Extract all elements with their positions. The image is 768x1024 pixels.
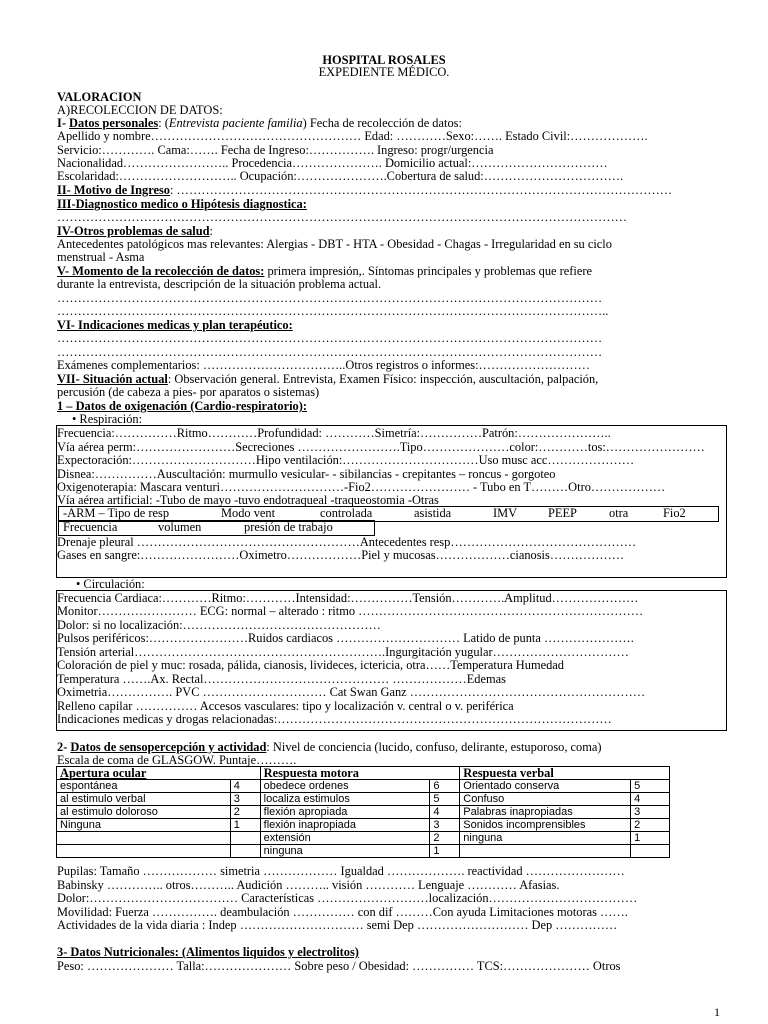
arm-modo: Modo vent: [221, 506, 276, 520]
personal-line-4: Escolaridad:……………………….. Ocupación:………………….Cobertura de salud:…………………………….: [57, 169, 624, 183]
recoleccion-heading: A)RECOLECCION DE DATOS:: [57, 103, 223, 117]
freq-frecuencia: Frecuencia: [63, 520, 118, 534]
section-diagnostico: III-Diagnostico medico o Hipótesis diagnostica:: [57, 197, 307, 211]
circ-row: Frecuencia Cardiaca:…………Ritmo:…………Intensidad:……………Tensión………….Amplitud…………………: [57, 591, 639, 605]
sens-after-row: Movilidad: Fuerza ……………. deambulación …………… con dif ………Con ayuda Limitaciones motoras …….: [57, 905, 628, 919]
table-cell: flexión apropiada: [260, 806, 430, 819]
table-cell: flexión inapropiada: [260, 819, 430, 832]
personal-line-1: Apellido y nombre…………………………………………… Edad: …………Sexo:……. Estado Civil:……………….: [57, 129, 648, 143]
table-cell: 1: [430, 845, 460, 858]
resp-row: Disnea:……………Auscultación: murmullo vesicular- - sibilancias - crepitantes – roncus - gorgoteo: [57, 467, 556, 481]
text: : Observación general. Entrevista, Examen Físico: inspección, auscultación, palpación,: [167, 372, 599, 386]
valoracion-heading: VALORACION: [57, 90, 142, 104]
text: ) Fecha de recolección de datos:: [302, 116, 462, 130]
situacion-line-2: percusión (de cabeza a pies- por aparatos o sistemas): [57, 385, 320, 399]
section-oxigenacion: 1 – Datos de oxigenación (Cardio-respiratorio):: [57, 399, 307, 413]
arm-controlada: controlada: [320, 506, 373, 520]
text: : Nivel de conciencia (lucido, confuso, delirante, estuporoso, coma): [266, 740, 602, 754]
circulacion-label: • Circulación:: [76, 577, 145, 591]
hospital-title: HOSPITAL ROSALES: [322, 53, 446, 67]
arm-fio2: Fio2: [663, 506, 686, 520]
circ-row: Coloración de piel y muc: rosada, pálida, cianosis, livideces, ictericia, otra……Temperatura Humedad: [57, 658, 564, 672]
text: : …………………………………………………………………………………………………………: [170, 183, 673, 197]
table-cell: 4: [430, 806, 460, 819]
table-cell: 4: [230, 780, 260, 793]
freq-volumen: volumen: [158, 520, 202, 534]
arm-asistida: asistida: [414, 506, 452, 520]
glasgow-line: Escala de coma de GLASGOW. Puntaje……….: [57, 753, 297, 767]
personal-line-3: Nacionalidad…………………….. Procedencia…………………. Domicilio actual:……………………………: [57, 156, 608, 170]
circ-row: Monitor…………………… ECG: normal – alterado : ritmo ……………………………………………………………: [57, 604, 644, 618]
section-indicaciones: VI- Indicaciones medicas y plan terapéutico:: [57, 318, 293, 332]
text: : (: [158, 116, 169, 130]
circ-row: Dolor: si no localización:…………………………………………: [57, 618, 381, 632]
header-respuesta-verbal: Respuesta verbal: [460, 767, 670, 780]
section-title: II- Motivo de Ingreso: [57, 183, 171, 197]
table-cell: 4: [631, 793, 670, 806]
antecedentes-line-2: menstrual - Asma: [57, 250, 145, 264]
table-cell: 6: [430, 780, 460, 793]
section-title: VII- Situación actual: [57, 372, 168, 386]
section-title: IV-Otros problemas de salud: [57, 224, 210, 238]
nutricion-line: Peso: ………………… Talla:………………… Sobre peso / Obesidad: …………… TCS:………………… Otros: [57, 959, 621, 973]
arm-otra: otra: [609, 506, 629, 520]
sens-after-row: Pupilas: Tamaño ……………… simetria ……………… Igualdad ………………. reactividad ……………………: [57, 864, 625, 878]
table-cell: Sonidos incomprensibles: [460, 819, 631, 832]
circ-row: Tensión arterial…………………………………………………….Ingurgitación yugular……………………………: [57, 645, 629, 659]
sens-after-row: Babinsky ………….. otros……….. Audición ……….. visión ………… Lenguaje ………… Afasias.: [57, 878, 560, 892]
section-title: V- Momento de la recolección de datos:: [57, 264, 265, 278]
table-cell: 5: [631, 780, 670, 793]
resp-row: Drenaje pleural ………………………………………………Antecedentes resp………………………………………: [57, 535, 637, 549]
table-cell: [57, 845, 231, 858]
table-cell: 5: [430, 793, 460, 806]
section-title: Datos personales: [69, 116, 159, 130]
table-cell: obedece ordenes: [260, 780, 430, 793]
sens-after-row: Dolor:……………………………… Características ………………………localización………………………………: [57, 891, 638, 905]
table-cell: Confuso: [460, 793, 631, 806]
section-number: 2-: [57, 740, 71, 754]
section-number: I-: [57, 116, 70, 130]
dotted-line: ……………………………………………………………………………………………………………………: [57, 291, 603, 305]
table-cell: 3: [631, 806, 670, 819]
table-cell: [230, 832, 260, 845]
resp-row: Oxigenoterapia: Mascara venturi…………………………-Fio2…………………… - Tubo en T………Otro………………: [57, 480, 666, 494]
table-cell: 1: [230, 819, 260, 832]
document-subtitle: EXPEDIENTE MÉDICO.: [318, 65, 450, 79]
table-cell: 2: [230, 806, 260, 819]
table-cell: ninguna: [460, 832, 631, 845]
glasgow-table: [56, 766, 670, 858]
resp-row: Vía aérea artificial: -Tubo de mayo -tuvo endotraqueal -traqueostomia -Otras: [57, 493, 439, 507]
table-cell: ninguna: [260, 845, 430, 858]
table-cell: espontánea: [57, 780, 231, 793]
text: primera impresión,. Síntomas principales y problemas que refiere: [264, 264, 592, 278]
momento-line-2: durante la entrevista, descripción de la situación problema actual.: [57, 277, 382, 291]
table-cell: [230, 845, 260, 858]
header-respuesta-motora: Respuesta motora: [260, 767, 460, 780]
section-title: Datos de sensopercepción y actividad: [70, 740, 267, 754]
table-cell: extensión: [260, 832, 430, 845]
text: :: [209, 224, 213, 238]
table-cell: 2: [430, 832, 460, 845]
circ-row: Temperatura …….Ax. Rectal……………………………………… ………………Edemas: [57, 672, 506, 686]
freq-presion: presión de trabajo: [244, 520, 333, 534]
arm-imv: IMV: [493, 506, 518, 520]
table-row: [57, 780, 670, 793]
dotted-line: ……………………………………………………………………………………………………………………: [57, 345, 603, 359]
resp-row: Frecuencia:……………Ritmo…………Profundidad: …………Simetría:……………Patrón:…………………..: [57, 426, 611, 440]
table-cell: 2: [631, 819, 670, 832]
sens-after-row: Actividades de la vida diaria : Indep ………………………… semi Dep ……………………… Dep ……………: [57, 918, 618, 932]
header-apertura-ocular: Apertura ocular: [57, 767, 261, 780]
table-row: [57, 819, 670, 832]
table-cell: [460, 845, 631, 858]
resp-row: Gases en sangre:……………………Oximetro………………Piel y mucosas………………cianosis………………: [57, 548, 625, 562]
arm-tipo: -ARM – Tipo de resp: [63, 506, 170, 520]
table-cell: 3: [430, 819, 460, 832]
circ-row: Pulsos periféricos:……………………Ruidos cardiacos ………………………… Latido de punta ………………….: [57, 631, 634, 645]
resp-row: Vía aérea perm:……………………Secreciones …………………….Tipo…………………color:…………tos:……………………: [57, 440, 705, 454]
table-cell: 1: [631, 832, 670, 845]
circ-row: Relleno capilar …………… Accesos vasculares: tipo y localización v. central o v. periférica: [57, 699, 514, 713]
circ-row: Oximetria……………. PVC ………………………… Cat Swan Ganz …………………………………………………: [57, 685, 646, 699]
dotted-line: ……………………………………………………………………………………………………………………..: [57, 304, 609, 318]
table-row: [57, 845, 670, 858]
examenes-line: Exámenes complementarios: ……………………………..Otros registros o informes:………………………: [57, 358, 591, 372]
text-italic: Entrevista paciente familia: [168, 116, 303, 130]
section-nutricionales: 3- Datos Nutricionales: (Alimentos liquidos y electrolitos): [57, 945, 359, 959]
table-cell: Ninguna: [57, 819, 231, 832]
table-row: [57, 806, 670, 819]
table-cell: Orientado conserva: [460, 780, 631, 793]
respiracion-label: • Respiración:: [72, 412, 143, 426]
table-cell: [631, 845, 670, 858]
table-cell: al estimulo verbal: [57, 793, 231, 806]
dotted-line: ……………………………………………………………………………………………………………………: [57, 331, 603, 345]
table-row: [57, 793, 670, 806]
circ-row: Indicaciones medicas y drogas relacionadas:………………………………………………………………………: [57, 712, 612, 726]
section-motivo-ingreso: [57, 184, 672, 197]
antecedentes-line-1: Antecedentes patológicos mas relevantes: Alergias - DBT - HTA - Obesidad - Chagas - Irregularidad en su ciclo: [57, 237, 612, 251]
table-cell: Palabras inapropiadas: [460, 806, 631, 819]
table-cell: localiza estimulos: [260, 793, 430, 806]
page-number: 1: [714, 1005, 720, 1019]
personal-line-2: Servicio:…………. Cama:……. Fecha de Ingreso:……………. Ingreso: progr/urgencia: [57, 143, 494, 157]
dotted-line: …………………………………………………………………………………………………………………………: [57, 210, 627, 224]
table-cell: 3: [230, 793, 260, 806]
table-cell: [57, 832, 231, 845]
arm-peep: PEEP: [548, 506, 577, 520]
table-header-row: [57, 767, 670, 780]
table-row: [57, 832, 670, 845]
table-cell: al estimulo doloroso: [57, 806, 231, 819]
resp-row: Expectoración:…………………………Hipo ventilación:……………………………Uso musc acc…………………: [57, 453, 635, 467]
